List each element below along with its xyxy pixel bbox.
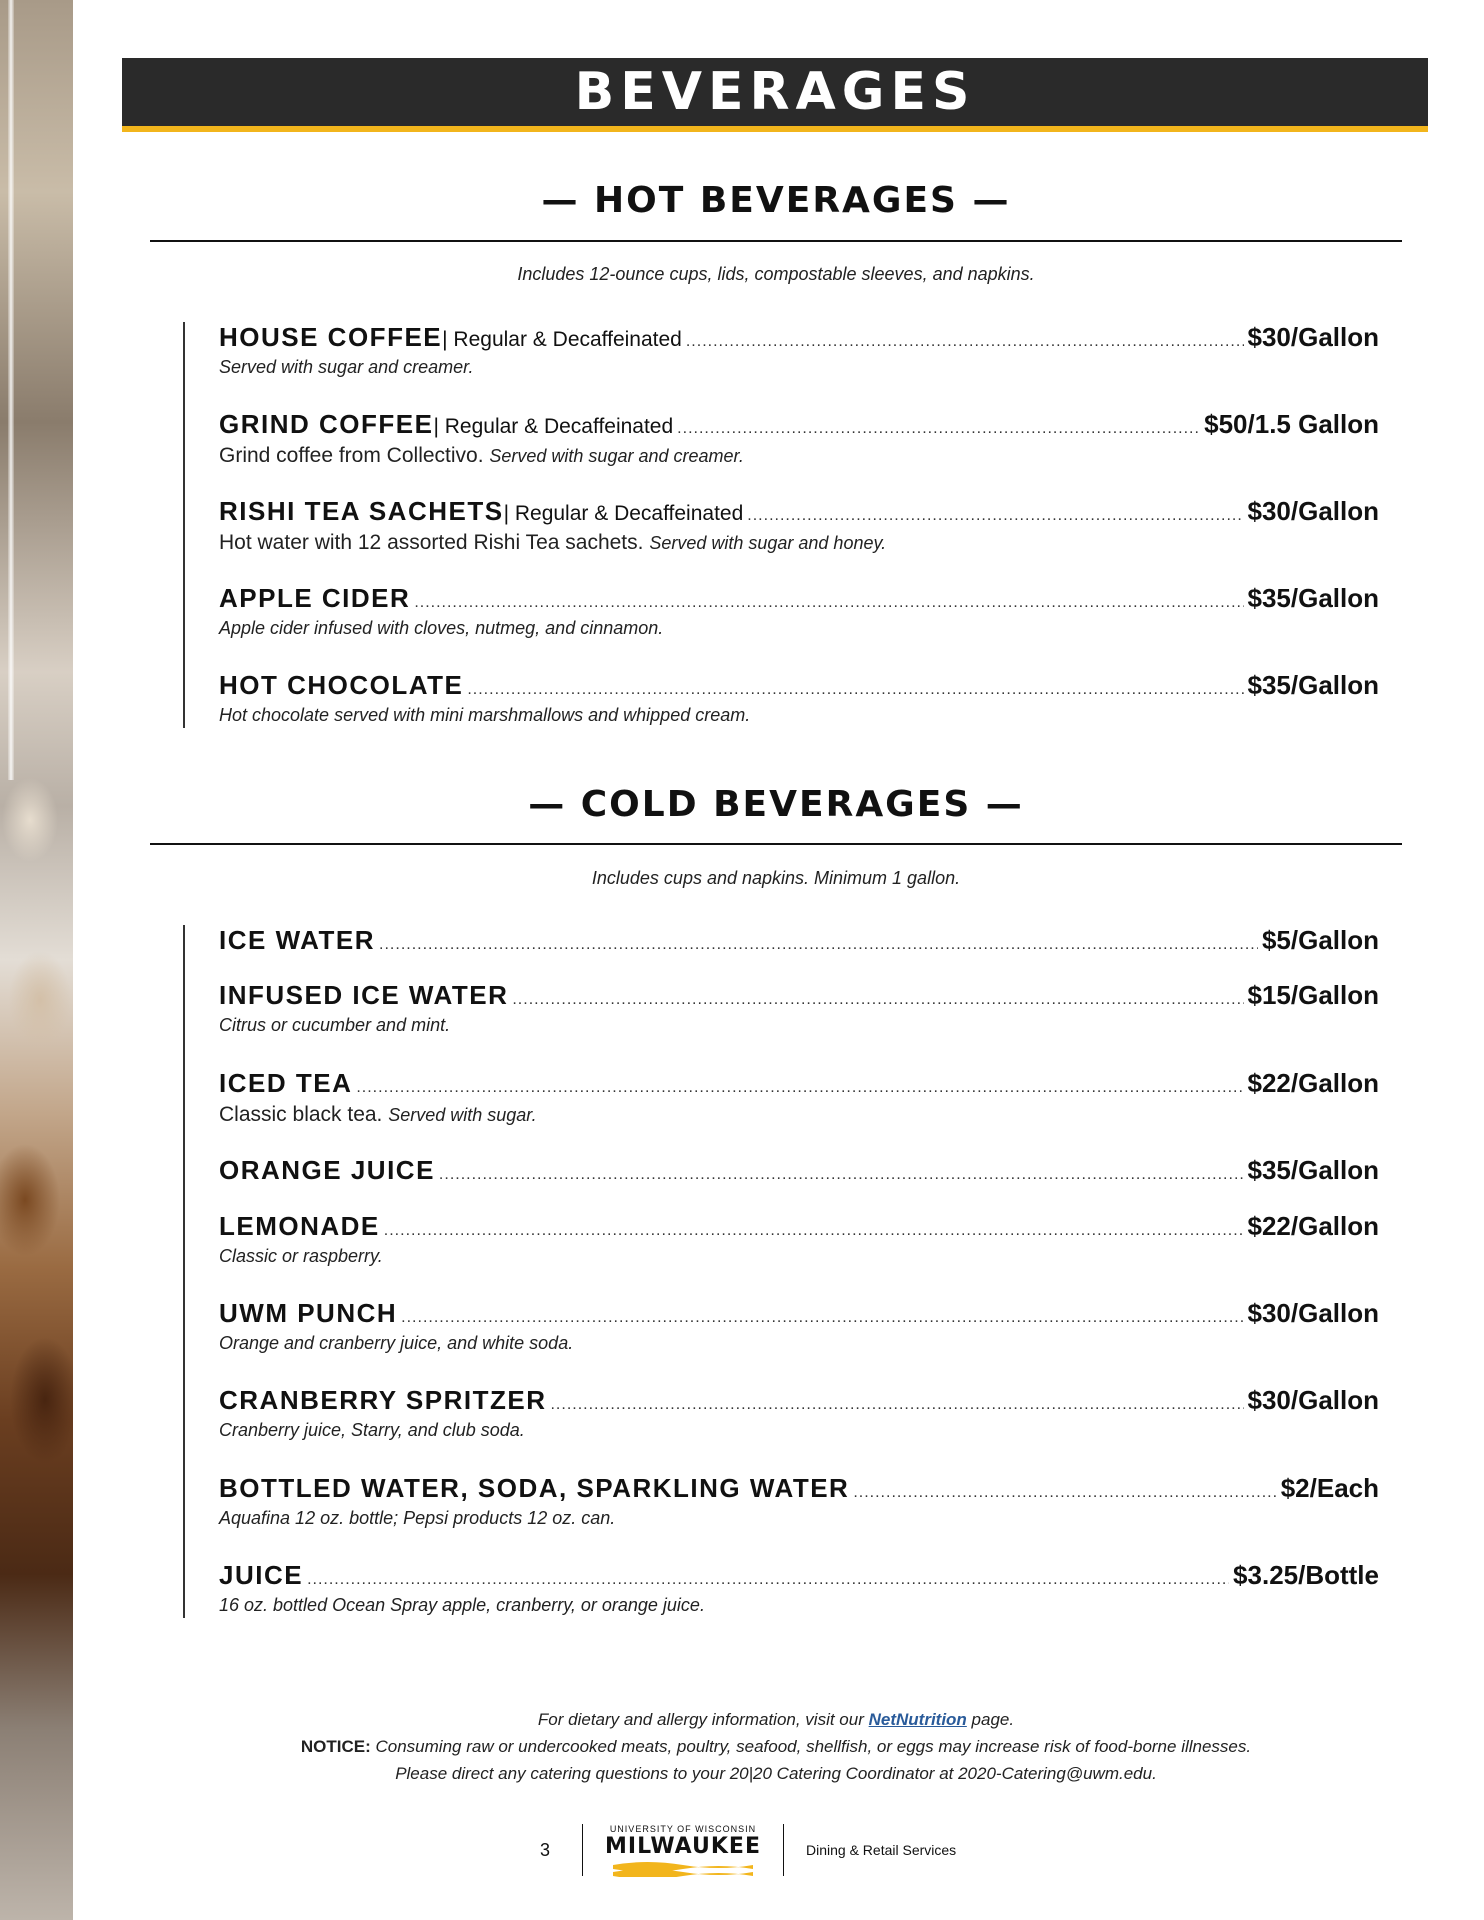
item-description: Served with sugar and creamer. xyxy=(219,357,474,377)
item-name: CRANBERRY SPRITZER xyxy=(219,1385,547,1415)
dot-leader xyxy=(853,1484,1276,1502)
item-price: $35/Gallon xyxy=(1247,1155,1379,1185)
dot-leader xyxy=(307,1571,1229,1589)
dot-leader xyxy=(686,333,1244,351)
footer-notes xyxy=(150,1706,1402,1787)
item-description: Grind coffee from Collectivo. Served with sugar and creamer. xyxy=(219,444,744,467)
menu-item-apple-cider xyxy=(219,583,1379,670)
item-description: 16 oz. bottled Ocean Spray apple, cranberry, or orange juice. xyxy=(219,1595,705,1615)
cold-items-list xyxy=(183,925,1379,1618)
item-name: ICED TEA xyxy=(219,1068,353,1098)
menu-item-lemonade xyxy=(219,1211,1379,1298)
item-description: Apple cider infused with cloves, nutmeg, and cinnamon. xyxy=(219,618,664,638)
item-price: $3.25/Bottle xyxy=(1233,1560,1379,1590)
menu-item-grind-coffee xyxy=(219,409,1379,496)
dot-leader xyxy=(401,1309,1243,1327)
divider xyxy=(582,1824,583,1876)
menu-item-cranberry-spritzer xyxy=(219,1385,1379,1473)
item-name: RISHI TEA SACHETS xyxy=(219,496,504,526)
cold-section-title: — COLD BEVERAGES — xyxy=(528,784,1024,825)
item-price: $30/Gallon xyxy=(1247,496,1379,526)
item-name: BOTTLED WATER, SODA, SPARKLING WATER xyxy=(219,1473,850,1503)
item-variant: | Regular & Decaffeinated xyxy=(503,502,744,525)
uwm-logo: UNIVERSITY OF WISCONSIN MILWAUKEE xyxy=(605,1824,761,1877)
item-name: LEMONADE xyxy=(219,1211,380,1241)
notice-line: NOTICE: Consuming raw or undercooked meats, poultry, seafood, shellfish, or eggs may increase risk of food-borne illnesses. xyxy=(300,1737,1252,1756)
hot-section-title: — HOT BEVERAGES — xyxy=(541,180,1011,221)
dot-leader xyxy=(439,1166,1244,1184)
item-name: ORANGE JUICE xyxy=(219,1155,435,1185)
item-name: ICE WATER xyxy=(219,925,376,955)
hot-section-rule xyxy=(150,240,1402,242)
menu-item-infused-ice-water xyxy=(219,980,1379,1068)
item-price: $2/Each xyxy=(1280,1473,1379,1503)
cold-section-note: Includes cups and napkins. Minimum 1 gallon. xyxy=(591,868,961,888)
item-variant: | Regular & Decaffeinated xyxy=(442,328,682,351)
item-description: Citrus or cucumber and mint. xyxy=(219,1015,451,1035)
item-price: $35/Gallon xyxy=(1247,583,1379,613)
item-price: $35/Gallon xyxy=(1247,670,1379,700)
item-name: INFUSED ICE WATER xyxy=(219,980,509,1010)
dietary-info-line: For dietary and allergy information, visit our NetNutrition page. xyxy=(537,1710,1015,1729)
milk-stream xyxy=(8,0,14,780)
item-name: UWM PUNCH xyxy=(219,1298,398,1328)
dot-leader xyxy=(379,936,1258,954)
menu-item-bottled-drinks xyxy=(219,1473,1379,1560)
dot-leader xyxy=(467,681,1243,699)
item-name: HOT CHOCOLATE xyxy=(219,670,464,700)
item-name: HOUSE COFFEE xyxy=(219,322,443,352)
item-price: $22/Gallon xyxy=(1247,1211,1379,1241)
item-price: $30/Gallon xyxy=(1247,1385,1379,1415)
dot-leader xyxy=(550,1396,1243,1414)
menu-item-rishi-tea xyxy=(219,496,1379,583)
menu-item-ice-water xyxy=(219,925,1379,980)
page-title: BEVERAGES xyxy=(574,62,976,122)
dot-leader xyxy=(384,1222,1244,1240)
dot-leader xyxy=(677,420,1200,438)
logo-wave-icon xyxy=(611,1859,755,1877)
item-description: Classic black tea. Served with sugar. xyxy=(219,1103,537,1126)
item-description: Classic or raspberry. xyxy=(219,1246,383,1266)
item-price: $30/Gallon xyxy=(1247,322,1379,352)
item-name: APPLE CIDER xyxy=(219,583,411,613)
header-banner xyxy=(122,58,1428,132)
item-name: GRIND COFFEE xyxy=(219,409,434,439)
item-price: $5/Gallon xyxy=(1261,925,1379,955)
dot-leader xyxy=(747,507,1243,525)
netnutrition-link[interactable]: NetNutrition xyxy=(868,1710,967,1729)
item-description: Hot water with 12 assorted Rishi Tea sachets. Served with sugar and honey. xyxy=(219,531,887,554)
hot-section-note: Includes 12-ounce cups, lids, compostable sleeves, and napkins. xyxy=(517,264,1035,284)
item-description: Orange and cranberry juice, and white soda. xyxy=(219,1333,574,1353)
item-variant: | Regular & Decaffeinated xyxy=(433,415,674,438)
department-name: Dining & Retail Services xyxy=(806,1842,957,1858)
item-price: $30/Gallon xyxy=(1247,1298,1379,1328)
item-description: Cranberry juice, Starry, and club soda. xyxy=(219,1420,525,1440)
menu-item-orange-juice xyxy=(219,1155,1379,1211)
cold-section-rule xyxy=(150,843,1402,845)
menu-item-house-coffee xyxy=(219,322,1379,409)
dot-leader xyxy=(512,991,1243,1009)
item-description: Hot chocolate served with mini marshmallows and whipped cream. xyxy=(219,705,751,725)
item-description: Aquafina 12 oz. bottle; Pepsi products 12 oz. can. xyxy=(219,1508,616,1528)
menu-item-iced-tea xyxy=(219,1068,1379,1155)
contact-line: Please direct any catering questions to your 20|20 Catering Coordinator at 2020-Catering@uwm.edu. xyxy=(395,1764,1157,1783)
item-price: $22/Gallon xyxy=(1247,1068,1379,1098)
item-name: JUICE xyxy=(219,1560,304,1590)
item-price: $50/1.5 Gallon xyxy=(1204,409,1379,439)
divider xyxy=(783,1824,784,1876)
menu-item-juice xyxy=(219,1560,1379,1618)
menu-item-uwm-punch xyxy=(219,1298,1379,1385)
brand-footer xyxy=(530,1822,956,1878)
item-price: $15/Gallon xyxy=(1247,980,1379,1010)
dot-leader xyxy=(414,594,1243,612)
side-photo xyxy=(0,0,73,1920)
menu-item-hot-chocolate xyxy=(219,670,1379,728)
dot-leader xyxy=(356,1079,1243,1097)
hot-items-list xyxy=(183,322,1379,728)
page-number: 3 xyxy=(539,1839,550,1860)
